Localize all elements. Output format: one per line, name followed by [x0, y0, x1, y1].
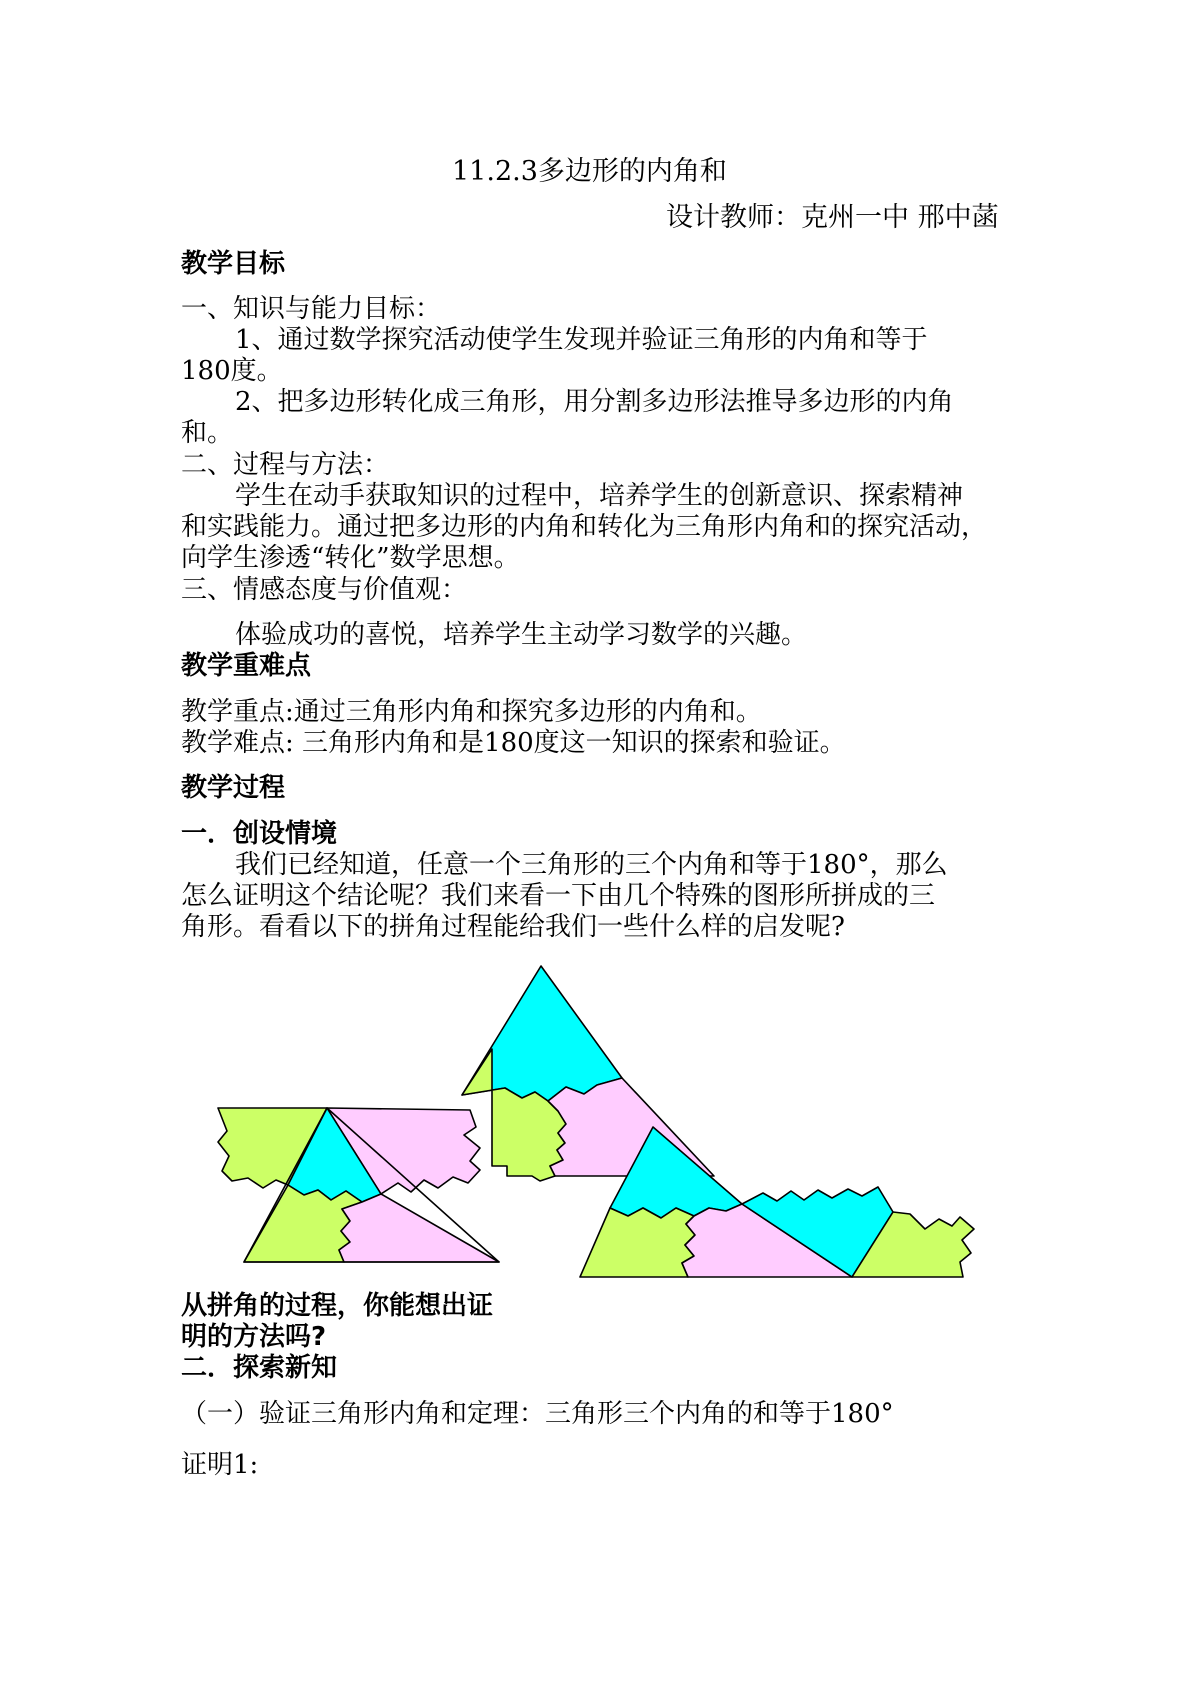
proof-1-label: 证明1: [181, 1450, 259, 1480]
question-line-2: 明的方法吗? [181, 1322, 327, 1352]
left-triangle-assembly [218, 1108, 499, 1262]
objective-item-1-line-1: 1、通过数学探究活动使学生发现并验证三角形的内角和等于 [235, 325, 928, 355]
teaching-focus: 教学重点:通过三角形内角和探究多边形的内角和。 [181, 697, 762, 727]
objective-section-3-line-1: 体验成功的喜悦，培养学生主动学习数学的兴趣。 [235, 620, 808, 650]
part-1-line-3: 角形。看看以下的拼角过程能给我们一些什么样的启发呢? [181, 912, 845, 942]
objective-item-1-line-2: 180度。 [181, 356, 283, 386]
part-1-line-2: 怎么证明这个结论呢？我们来看一下由几个特殊的图形所拼成的三 [181, 881, 936, 911]
document-title: 11.2.3多边形的内角和 [452, 156, 727, 187]
heading-objectives: 教学目标 [181, 249, 286, 279]
part-1-line-1: 我们已经知道，任意一个三角形的三个内角和等于180°，那么 [235, 850, 948, 880]
objective-section-2-line-3: 向学生渗透“转化”数学思想。 [181, 543, 520, 573]
objective-section-2-line-1: 学生在动手获取知识的过程中，培养学生的创新意识、探索精神 [235, 481, 964, 511]
angle-puzzle-figure [200, 958, 990, 1278]
part-1-title: 一．创设情境 [181, 819, 338, 849]
heading-teaching-process: 教学过程 [181, 773, 286, 803]
heading-key-points: 教学重难点 [181, 651, 312, 681]
objective-section-3-title: 三、情感态度与价值观： [181, 575, 468, 605]
objective-section-2-line-2: 和实践能力。通过把多边形的内角和转化为三角形内角和的探究活动， [181, 512, 988, 542]
question-line-1: 从拼角的过程，你能想出证 [181, 1291, 494, 1321]
part-2-title: 二．探索新知 [181, 1353, 338, 1383]
author-line: 设计教师：克州一中 邢中菡 [666, 202, 999, 233]
objective-item-2-line-2: 和。 [181, 418, 234, 448]
objective-section-1-title: 一、知识与能力目标： [181, 294, 442, 324]
objective-section-2-title: 二、过程与方法： [181, 450, 390, 480]
right-green-left [580, 1208, 695, 1277]
teaching-difficulty: 教学难点: 三角形内角和是180度这一知识的探索和验证。 [181, 728, 846, 758]
theorem-statement: （一）验证三角形内角和定理：三角形三个内角的和等于180° [181, 1399, 894, 1429]
left-pink-lower [339, 1194, 499, 1262]
objective-item-2-line-1: 2、把多边形转化成三角形，用分割多边形法推导多边形的内角 [235, 387, 954, 417]
